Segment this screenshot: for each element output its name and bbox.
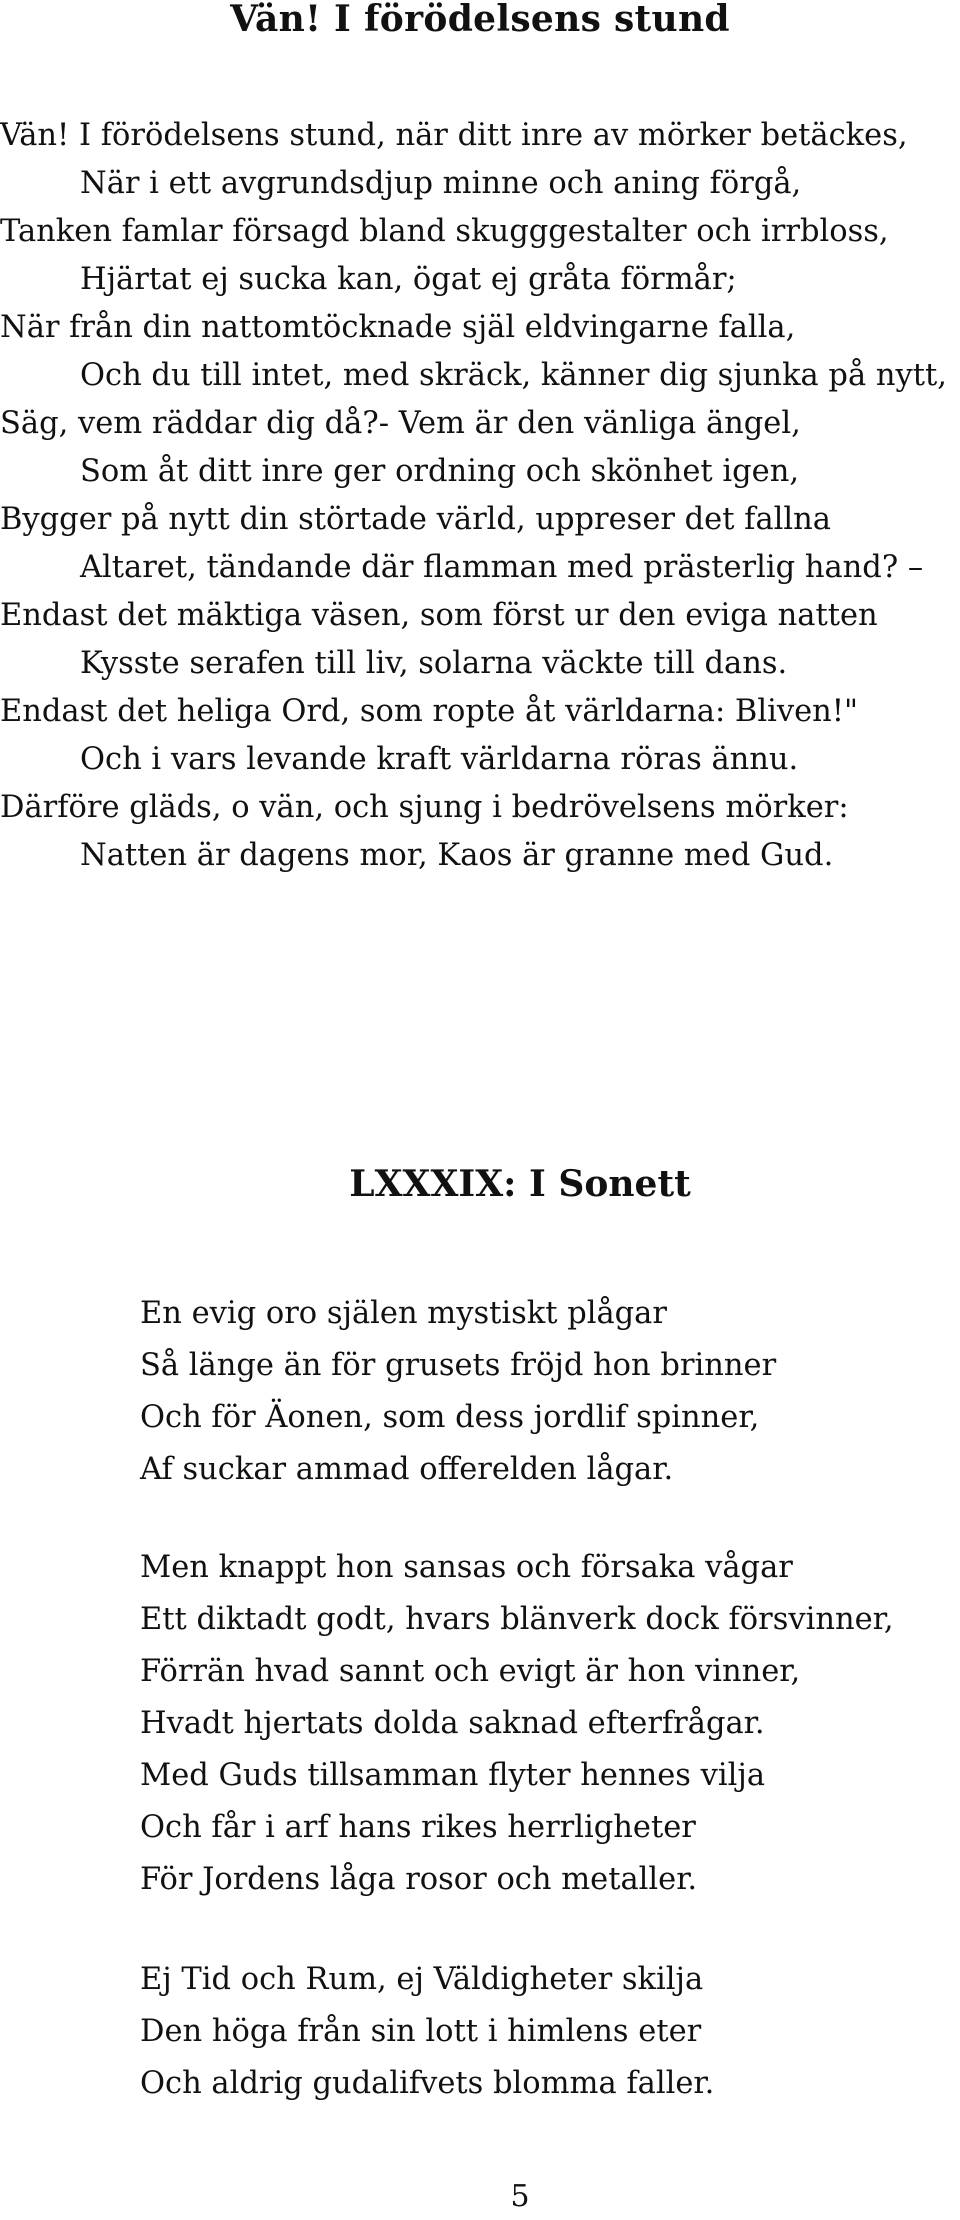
poem-line: Hjärtat ej sucka kan, ögat ej gråta förmår; — [80, 262, 737, 297]
sonnet-line: Ej Tid och Rum, ej Väldigheter skilja — [140, 1962, 704, 1997]
sonnet-line: Och får i arf hans rikes herrligheter — [140, 1810, 696, 1845]
sonnet-line: Ett diktadt godt, hvars blänverk dock försvinner, — [140, 1602, 894, 1637]
poem-line: Natten är dagens mor, Kaos är granne med Gud. — [80, 838, 834, 873]
poem-line: Vän! I förödelsens stund, när ditt inre av mörker betäckes, — [0, 118, 908, 153]
poem-line: När i ett avgrundsdjup minne och aning förgå, — [80, 166, 802, 201]
poem-line: Endast det heliga Ord, som ropte åt världarna: Bliven!" — [0, 694, 859, 729]
poem-line: När från din nattomtöcknade själ eldvingarne falla, — [0, 310, 796, 345]
poem-title: Vän! I förödelsens stund — [230, 0, 730, 40]
poem-line: Kysste serafen till liv, solarna väckte till dans. — [80, 646, 788, 681]
sonnet-line: Med Guds tillsamman flyter hennes vilja — [140, 1758, 766, 1793]
sonnet-title: LXXXIX: I Sonett — [349, 1163, 691, 1205]
poem-line: Altaret, tändande där flamman med prästerlig hand? – — [80, 550, 924, 585]
poem-line: Och du till intet, med skräck, känner dig sjunka på nytt, — [80, 358, 947, 393]
sonnet-line: För Jordens låga rosor och metaller. — [140, 1862, 698, 1897]
page-number: 5 — [510, 2179, 530, 2214]
sonnet-line: Den höga från sin lott i himlens eter — [140, 2014, 702, 2049]
poem-line: Endast det mäktiga väsen, som först ur den eviga natten — [0, 598, 878, 633]
sonnet-line: Så länge än för grusets fröjd hon brinner — [140, 1348, 777, 1383]
poem-line: Tanken famlar försagd bland skugggestalter och irrbloss, — [0, 214, 889, 249]
sonnet-line: Hvadt hjertats dolda saknad efterfrågar. — [140, 1706, 765, 1741]
poem-line: Därföre gläds, o vän, och sjung i bedrövelsens mörker: — [0, 790, 849, 825]
poem-line: Som åt ditt inre ger ordning och skönhet igen, — [80, 454, 800, 489]
sonnet-line: Och för Äonen, som dess jordlif spinner, — [140, 1400, 760, 1435]
poem-line: Bygger på nytt din störtade värld, uppreser det fallna — [0, 502, 831, 537]
poem-line: Och i vars levande kraft världarna röras ännu. — [80, 742, 799, 777]
sonnet-line: Af suckar ammad offerelden lågar. — [140, 1452, 674, 1487]
poem-line: Säg, vem räddar dig då?- Vem är den vänliga ängel, — [0, 406, 801, 441]
sonnet-line: Förrän hvad sannt och evigt är hon vinner, — [140, 1654, 801, 1689]
sonnet-line: Och aldrig gudalifvets blomma faller. — [140, 2066, 715, 2101]
sonnet-line: En evig oro själen mystiskt plågar — [140, 1296, 667, 1331]
sonnet-line: Men knappt hon sansas och försaka vågar — [140, 1550, 793, 1585]
